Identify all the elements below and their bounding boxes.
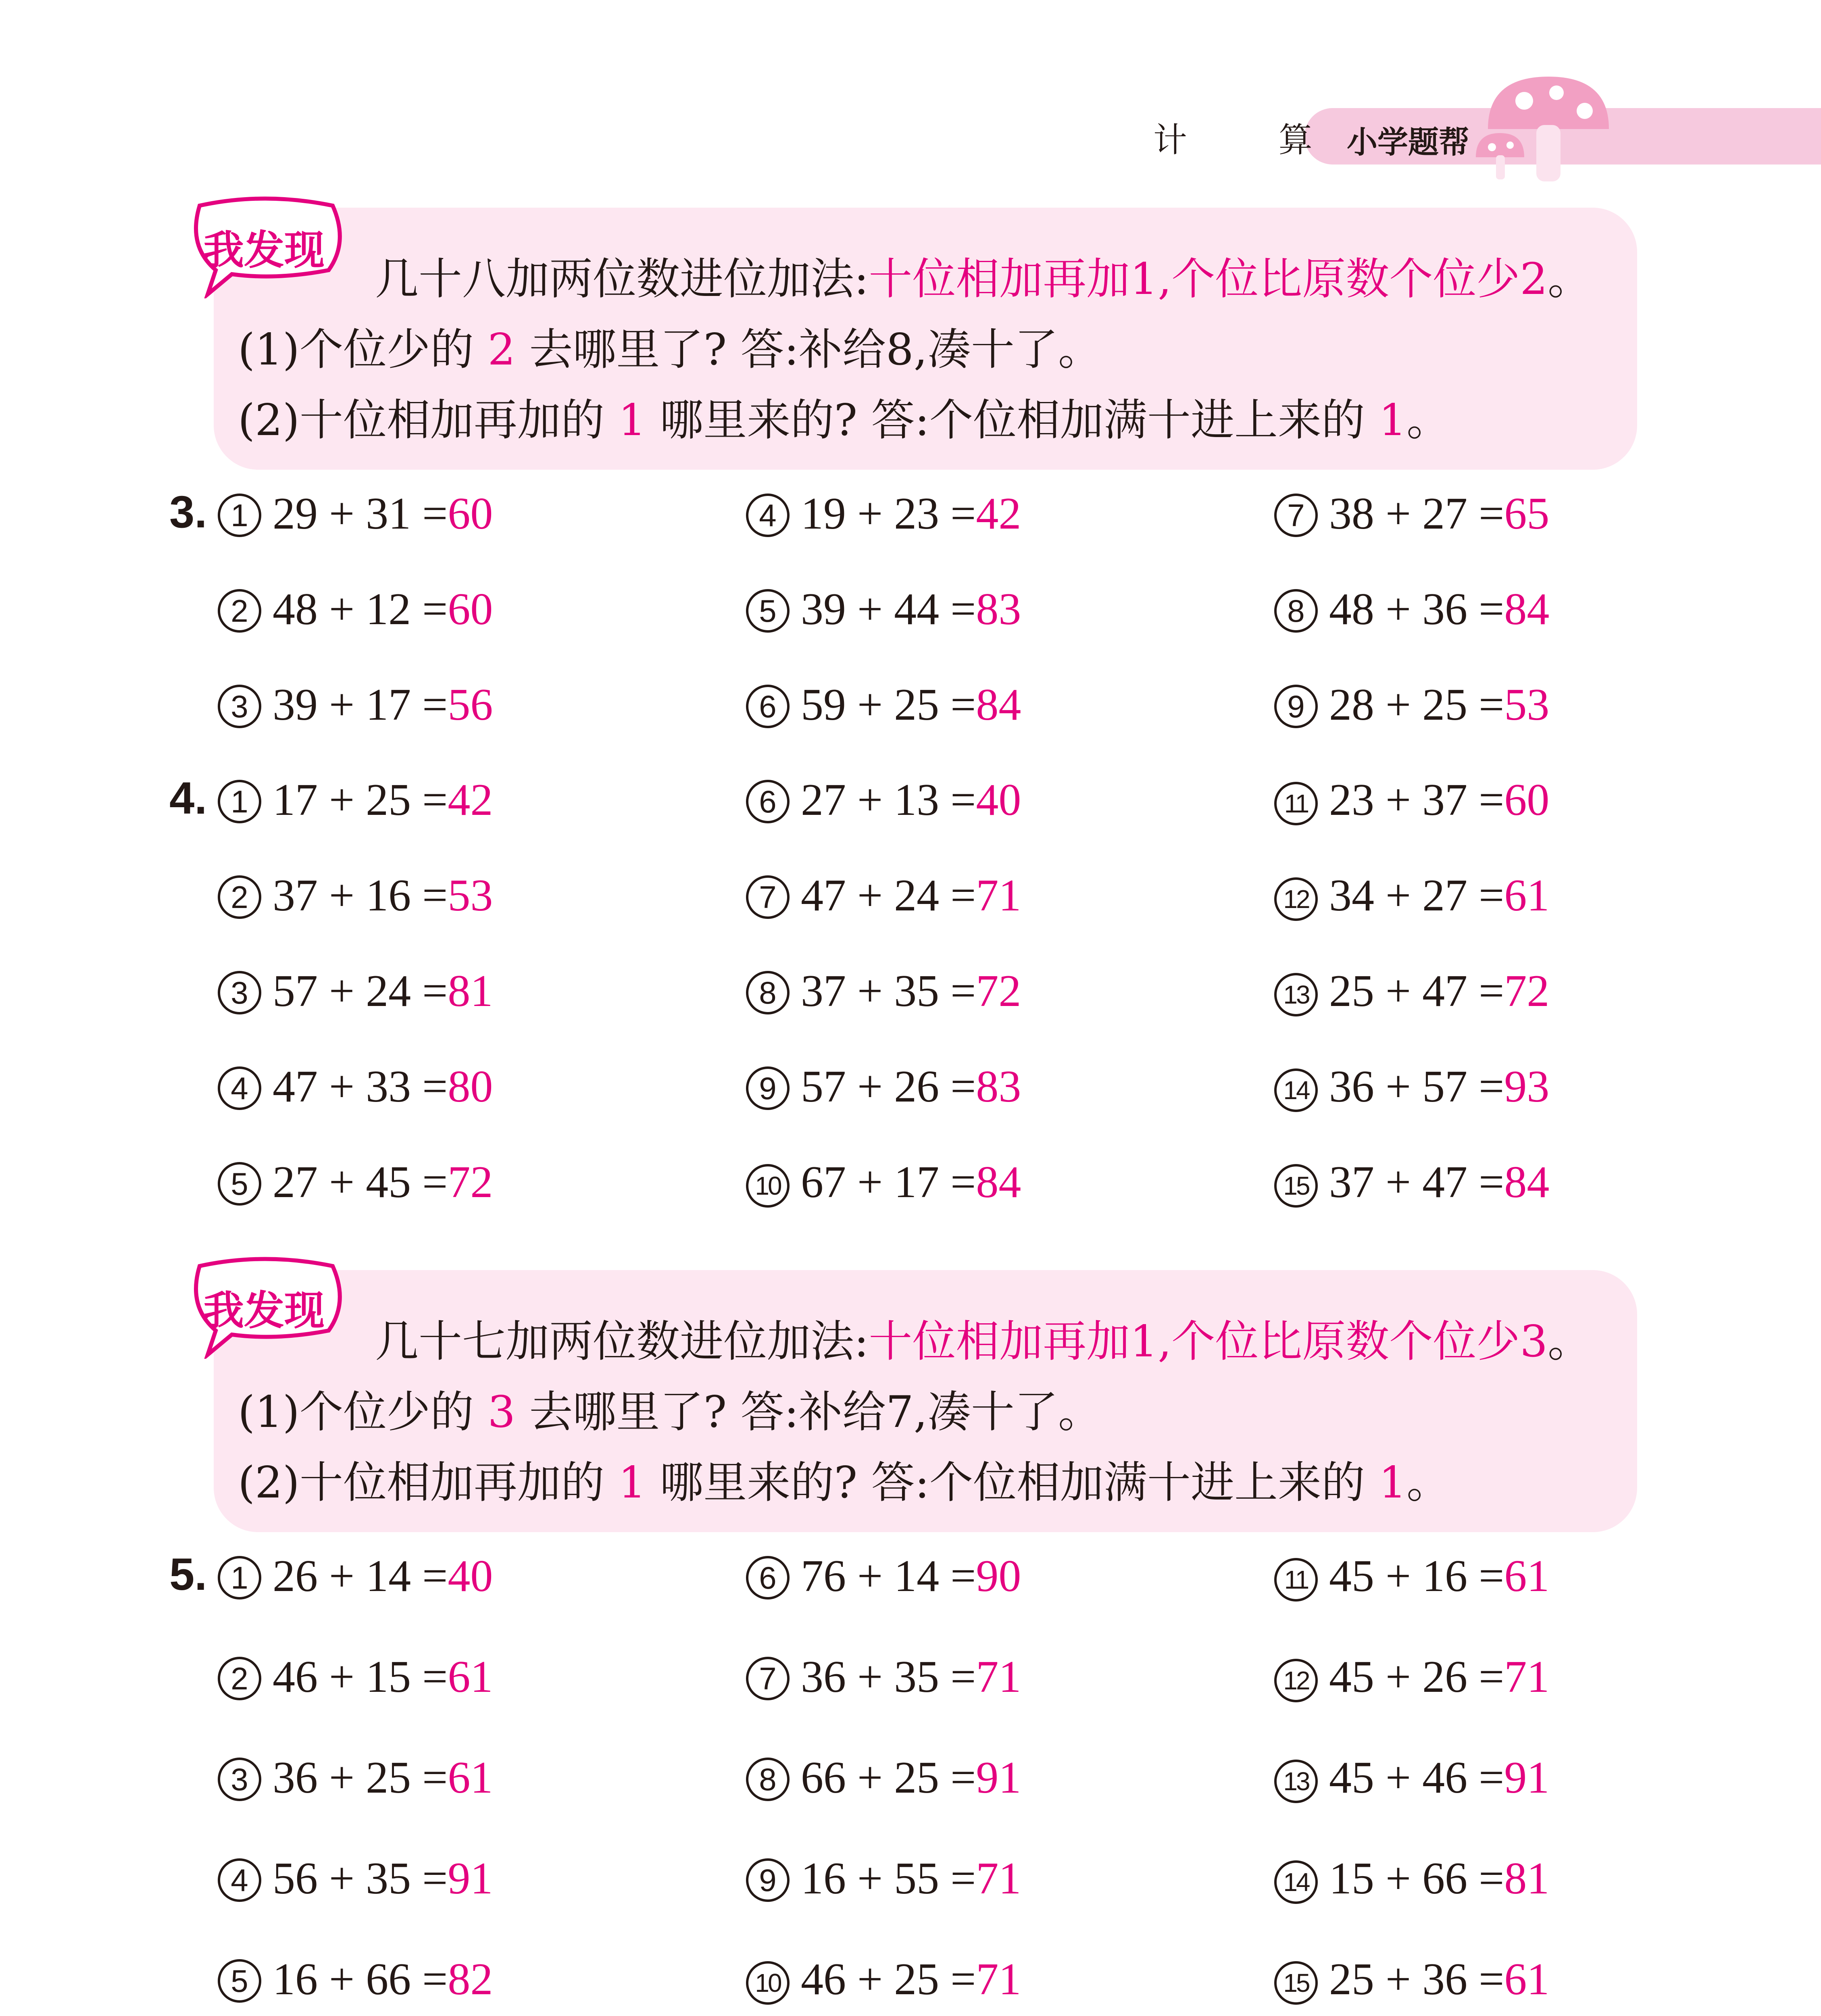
exercise-item (1274, 1752, 1549, 1804)
discovery-badge-1 (183, 194, 357, 298)
item-number: 11 (1274, 782, 1318, 825)
expression: 47 + 24 = (801, 871, 976, 921)
expression: 19 + 23 = (801, 489, 976, 539)
answer: 80 (448, 1062, 493, 1112)
answer: 91 (976, 1753, 1021, 1803)
answer: 84 (1504, 584, 1550, 634)
intro-text: 几十八加两位数进位加法: (375, 254, 869, 304)
answer: 81 (1504, 1854, 1550, 1904)
q2-answer: 哪里来的? 答:个位相加满十进上来的 (660, 395, 1365, 446)
item-number: 5 (746, 589, 790, 633)
expression: 39 + 44 = (801, 584, 976, 634)
exercise-item (218, 1156, 493, 1208)
item-number: 14 (1274, 1068, 1318, 1112)
expression: 25 + 47 = (1329, 966, 1504, 1016)
expression: 36 + 57 = (1329, 1062, 1504, 1112)
discovery-box-1 (214, 208, 1637, 470)
answer: 65 (1504, 489, 1550, 539)
discovery-intro (375, 1306, 1591, 1369)
discovery-question-2 (238, 385, 1450, 448)
answer: 84 (976, 1157, 1021, 1207)
answer: 71 (976, 871, 1021, 921)
answer: 72 (448, 1157, 493, 1207)
answer: 72 (1504, 966, 1550, 1016)
answer: 83 (976, 1062, 1021, 1112)
exercise-item (218, 1752, 493, 1804)
answer: 61 (448, 1652, 493, 1702)
exercise-item (746, 774, 1021, 826)
exercise-item (746, 583, 1021, 635)
q2-end: 。 (1406, 1458, 1450, 1508)
exercise-row (0, 870, 1821, 922)
q1-text: (1)个位少的 (238, 1387, 474, 1437)
expression: 36 + 25 = (273, 1753, 448, 1803)
item-number: 3 (218, 971, 261, 1014)
q1-answer: 去哪里了? 答:补给8,凑十了。 (529, 325, 1102, 375)
answer: 90 (976, 1551, 1021, 1601)
exercise-row (0, 488, 1821, 540)
expression: 48 + 36 = (1329, 584, 1504, 634)
answer: 71 (976, 1854, 1021, 1904)
exercise-item (746, 1651, 1021, 1703)
discovery-box-2 (214, 1270, 1637, 1532)
exercise-item (1274, 1550, 1549, 1602)
exercise-row (0, 1061, 1821, 1113)
exercise-item (1274, 774, 1549, 826)
exercise-item (218, 1853, 493, 1905)
item-number: 5 (218, 1162, 261, 1206)
answer: 71 (976, 1954, 1021, 2004)
answer: 42 (448, 775, 493, 825)
expression: 15 + 66 = (1329, 1854, 1504, 1904)
expression: 38 + 27 = (1329, 489, 1504, 539)
exercise-item (746, 1954, 1021, 2006)
exercise-item (1274, 965, 1549, 1017)
q2-number: 1 (618, 395, 646, 446)
intro-text: 几十七加两位数进位加法: (375, 1316, 869, 1367)
answer: 40 (448, 1551, 493, 1601)
expression: 57 + 24 = (273, 966, 448, 1016)
answer: 40 (976, 775, 1021, 825)
section-label-3: 3. (169, 487, 207, 537)
answer: 60 (448, 584, 493, 634)
q1-text: (1)个位少的 (238, 325, 474, 375)
exercise-item (746, 1853, 1021, 1905)
exercise-item (1274, 870, 1549, 922)
expression: 45 + 26 = (1329, 1652, 1504, 1702)
intro-suffix: 。 (1548, 1316, 1592, 1367)
answer: 60 (1504, 775, 1550, 825)
item-number: 2 (218, 875, 261, 919)
exercise-row (0, 774, 1821, 827)
expression: 27 + 45 = (273, 1157, 448, 1207)
expression: 48 + 12 = (273, 584, 448, 634)
exercise-item (218, 679, 493, 731)
item-number: 6 (746, 685, 790, 728)
exercise-row (0, 1156, 1821, 1209)
item-number: 12 (1274, 1659, 1318, 1702)
answer: 56 (448, 680, 493, 730)
item-number: 10 (746, 1164, 790, 1208)
answer: 61 (1504, 871, 1550, 921)
expression: 46 + 15 = (273, 1652, 448, 1702)
exercise-item (218, 1954, 493, 2006)
item-number: 4 (746, 494, 790, 537)
exercise-item (746, 679, 1021, 731)
answer: 83 (976, 584, 1021, 634)
answer: 53 (1504, 680, 1550, 730)
exercise-item (218, 1550, 493, 1602)
q2-answer: 哪里来的? 答:个位相加满十进上来的 (660, 1458, 1365, 1508)
item-number: 10 (746, 1961, 790, 2005)
q2-end: 。 (1406, 395, 1450, 446)
exercise-item (1274, 1954, 1549, 2006)
exercise-row (0, 965, 1821, 1018)
item-number: 9 (746, 1858, 790, 1902)
expression: 27 + 13 = (801, 775, 976, 825)
badge-label: 我发现 (204, 1287, 325, 1334)
item-number: 9 (746, 1066, 790, 1110)
exercise-row (0, 679, 1821, 731)
item-number: 12 (1274, 877, 1318, 921)
brand-label: 小学题帮 (1347, 124, 1469, 160)
expression: 37 + 47 = (1329, 1157, 1504, 1207)
item-number: 4 (218, 1066, 261, 1110)
exercise-item (218, 965, 493, 1017)
exercise-item (746, 1550, 1021, 1602)
discovery-badge-2 (183, 1254, 357, 1359)
item-number: 3 (218, 1758, 261, 1801)
answer: 60 (448, 489, 493, 539)
expression: 25 + 36 = (1329, 1954, 1504, 2004)
item-number: 1 (218, 780, 261, 823)
badge-label: 我发现 (204, 227, 325, 274)
item-number: 2 (218, 1657, 261, 1700)
item-number: 1 (218, 1556, 261, 1599)
exercise-item (218, 774, 493, 826)
discovery-intro (375, 244, 1591, 306)
exercise-item (1274, 1651, 1549, 1703)
q1-answer: 去哪里了? 答:补给7,凑十了。 (529, 1387, 1102, 1437)
item-number: 8 (1274, 589, 1318, 633)
item-number: 7 (746, 875, 790, 919)
item-number: 6 (746, 1556, 790, 1599)
expression: 37 + 16 = (273, 871, 448, 921)
exercise-item (218, 583, 493, 635)
item-number: 9 (1274, 685, 1318, 728)
answer: 53 (448, 871, 493, 921)
exercise-item (218, 1651, 493, 1703)
exercise-item (746, 1061, 1021, 1113)
expression: 29 + 31 = (273, 489, 448, 539)
exercise-row (0, 1853, 1821, 1905)
answer: 81 (448, 966, 493, 1016)
q1-number: 3 (488, 1387, 516, 1437)
answer: 61 (1504, 1954, 1550, 2004)
item-number: 15 (1274, 1164, 1318, 1208)
expression: 39 + 17 = (273, 680, 448, 730)
exercise-item (746, 1156, 1021, 1208)
expression: 17 + 25 = (273, 775, 448, 825)
exercise-item (746, 1752, 1021, 1804)
item-number: 15 (1274, 1961, 1318, 2005)
exercise-item (1274, 488, 1549, 540)
expression: 47 + 33 = (273, 1062, 448, 1112)
expression: 66 + 25 = (801, 1753, 976, 1803)
q1-number: 2 (488, 325, 516, 375)
answer: 82 (448, 1954, 493, 2004)
exercise-item (218, 488, 493, 540)
exercise-item (1274, 583, 1549, 635)
q2-end-number: 1 (1379, 395, 1407, 446)
answer: 93 (1504, 1062, 1550, 1112)
expression: 45 + 46 = (1329, 1753, 1504, 1803)
rule-text: 十位相加再加1,个位比原数个位少2 (869, 254, 1548, 304)
expression: 59 + 25 = (801, 680, 976, 730)
answer: 61 (448, 1753, 493, 1803)
expression: 34 + 27 = (1329, 871, 1504, 921)
exercise-item (746, 870, 1021, 922)
expression: 76 + 14 = (801, 1551, 976, 1601)
expression: 67 + 17 = (801, 1157, 976, 1207)
item-number: 13 (1274, 973, 1318, 1016)
section-label-5: 5. (169, 1549, 207, 1599)
answer: 71 (1504, 1652, 1550, 1702)
answer: 91 (448, 1854, 493, 1904)
expression: 45 + 16 = (1329, 1551, 1504, 1601)
answer: 84 (976, 680, 1021, 730)
exercise-item (1274, 1156, 1549, 1208)
item-number: 1 (218, 494, 261, 537)
answer: 61 (1504, 1551, 1550, 1601)
expression: 37 + 35 = (801, 966, 976, 1016)
q2-text: (2)十位相加再加的 (238, 1458, 604, 1508)
expression: 16 + 55 = (801, 1854, 976, 1904)
item-number: 6 (746, 780, 790, 823)
item-number: 2 (218, 589, 261, 633)
exercise-item (1274, 1061, 1549, 1113)
exercise-row (0, 1954, 1821, 2006)
exercise-item (1274, 1853, 1549, 1905)
item-number: 13 (1274, 1760, 1318, 1803)
discovery-question-2 (238, 1447, 1450, 1510)
section-label-4: 4. (169, 773, 207, 823)
answer: 71 (976, 1652, 1021, 1702)
q2-text: (2)十位相加再加的 (238, 395, 604, 446)
item-number: 7 (1274, 494, 1318, 537)
item-number: 11 (1274, 1558, 1318, 1602)
expression: 26 + 14 = (273, 1551, 448, 1601)
exercise-row (0, 1651, 1821, 1704)
answer: 42 (976, 489, 1021, 539)
exercise-item (218, 870, 493, 922)
expression: 16 + 66 = (273, 1954, 448, 2004)
discovery-question-1 (238, 1377, 1102, 1439)
expression: 36 + 35 = (801, 1652, 976, 1702)
rule-text: 十位相加再加1,个位比原数个位少3 (869, 1316, 1548, 1367)
item-number: 8 (746, 1758, 790, 1801)
exercise-item (1274, 679, 1549, 731)
discovery-question-1 (238, 314, 1102, 377)
expression: 28 + 25 = (1329, 680, 1504, 730)
item-number: 3 (218, 685, 261, 728)
q2-end-number: 1 (1379, 1458, 1407, 1508)
mushroom-icon (1476, 69, 1621, 185)
expression: 46 + 25 = (801, 1954, 976, 2004)
answer: 72 (976, 966, 1021, 1016)
exercise-item (218, 1061, 493, 1113)
exercise-row (0, 1752, 1821, 1804)
item-number: 7 (746, 1657, 790, 1700)
item-number: 14 (1274, 1860, 1318, 1904)
expression: 56 + 35 = (273, 1854, 448, 1904)
item-number: 4 (218, 1858, 261, 1902)
exercise-row (0, 583, 1821, 636)
exercise-row (0, 1550, 1821, 1603)
expression: 57 + 26 = (801, 1062, 976, 1112)
exercise-item (746, 488, 1021, 540)
expression: 23 + 37 = (1329, 775, 1504, 825)
exercise-item (746, 965, 1021, 1017)
answer: 84 (1504, 1157, 1550, 1207)
page-title: 计 算 (1153, 120, 1353, 160)
intro-suffix: 。 (1548, 254, 1592, 304)
q2-number: 1 (618, 1458, 646, 1508)
item-number: 8 (746, 971, 790, 1014)
answer: 91 (1504, 1753, 1550, 1803)
item-number: 5 (218, 1959, 261, 2003)
